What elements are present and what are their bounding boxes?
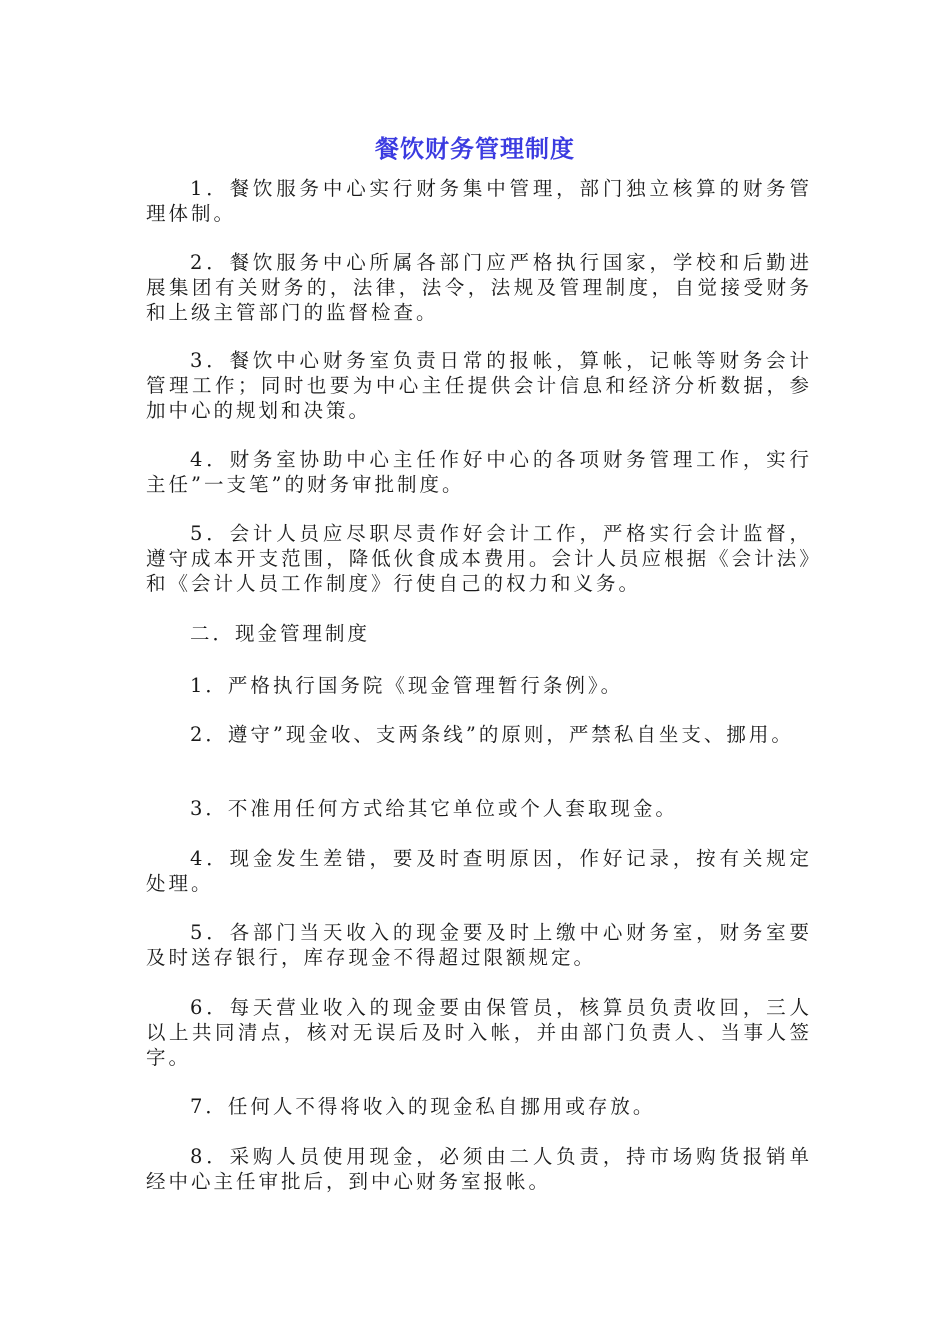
cash-item-7: 7．任何人不得将收入的现金私自挪用或存放。: [190, 1095, 656, 1118]
paragraph-4: 4．财务室协助中心主任作好中心的各项财务管理工作，实行主任”一支笔”的财务审批制度。: [146, 448, 812, 496]
cash-item-2: 2．遵守”现金收、支两条线”的原则，严禁私自坐支、挪用。: [190, 723, 794, 746]
paragraph-2: 2．餐饮服务中心所属各部门应严格执行国家，学校和后勤进展集团有关财务的，法律，法令，法规及管理制度，自觉接受财务和上级主管部门的监督检查。: [146, 251, 812, 324]
paragraph-1: 1．餐饮服务中心实行财务集中管理，部门独立核算的财务管理体制。: [146, 177, 812, 225]
cash-item-4: 4．现金发生差错，要及时查明原因，作好记录，按有关规定处理。: [146, 847, 812, 895]
cash-item-3: 3．不准用任何方式给其它单位或个人套取现金。: [190, 797, 678, 820]
cash-item-1: 1．严格执行国务院《现金管理暂行条例》。: [190, 674, 624, 697]
cash-item-6: 6．每天营业收入的现金要由保管员，核算员负责收回，三人以上共同清点，核对无误后及时入帐，并由部门负责人、当事人签字。: [146, 996, 812, 1069]
cash-item-8: 8．采购人员使用现金，必须由二人负责，持市场购货报销单经中心主任审批后，到中心财务室报帐。: [146, 1145, 812, 1193]
paragraph-3: 3．餐饮中心财务室负责日常的报帐，算帐，记帐等财务会计管理工作；同时也要为中心主任提供会计信息和经济分析数据，参加中心的规划和决策。: [146, 349, 812, 422]
cash-item-5: 5．各部门当天收入的现金要及时上缴中心财务室，财务室要及时送存银行，库存现金不得超过限额规定。: [146, 921, 812, 969]
section-heading-cash: 二．现金管理制度: [190, 622, 371, 645]
document-title: 餐饮财务管理制度: [375, 135, 575, 163]
paragraph-5: 5．会计人员应尽职尽责作好会计工作，严格实行会计监督，遵守成本开支范围，降低伙食成本费用。会计人员应根据《会计法》和《会计人员工作制度》行使自己的权力和义务。: [146, 522, 812, 595]
